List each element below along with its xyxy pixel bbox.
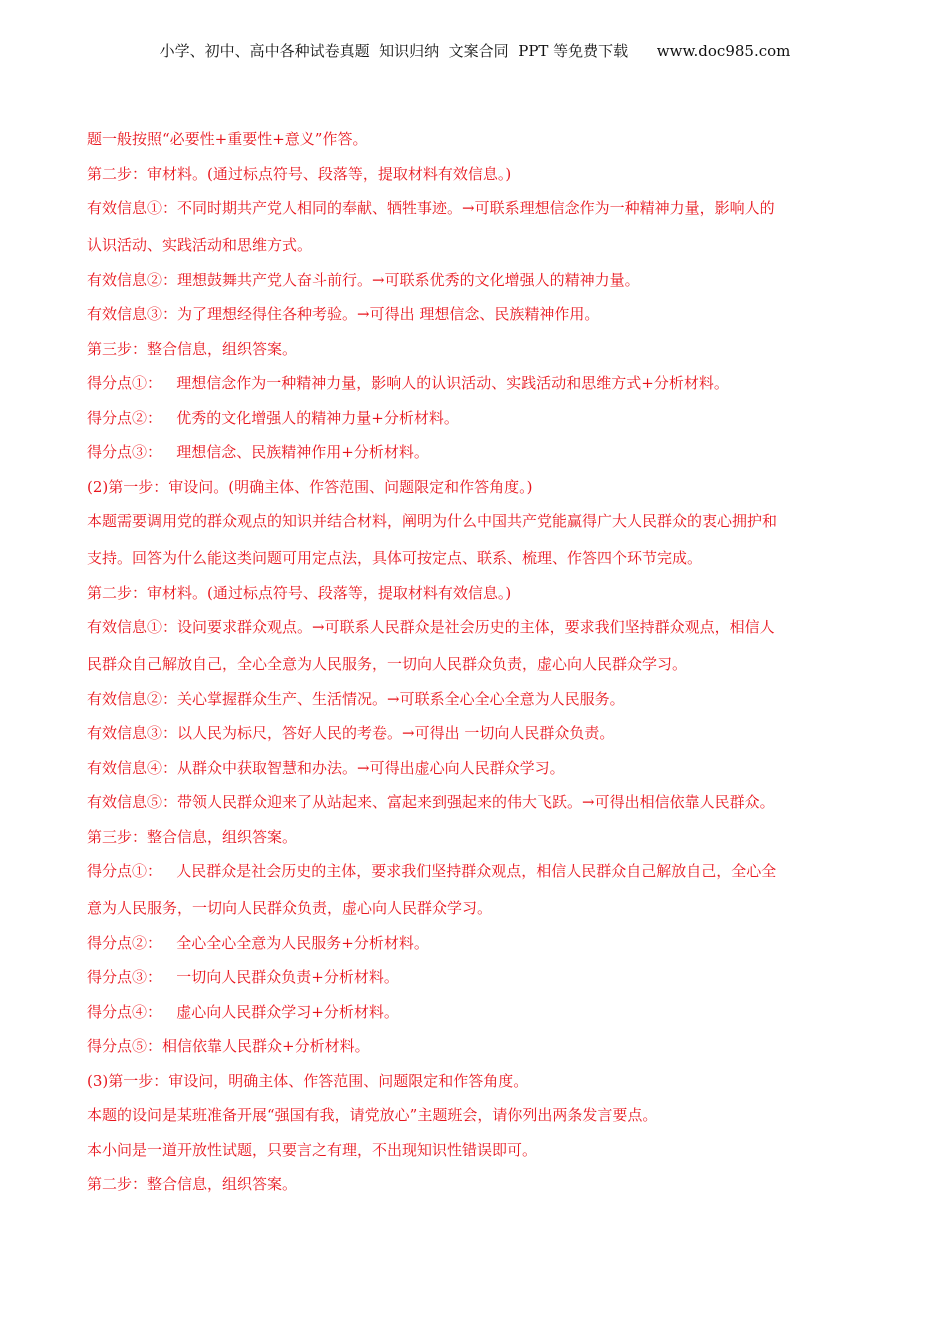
text-line: 得分点②： 全心全心全意为人民服务+分析材料。	[87, 933, 429, 952]
text-line: 得分点①： 理想信念作为一种精神力量，影响人的认识活动、实践活动和思维方式+分析材料。	[87, 374, 729, 392]
text-line: 有效信息②：理想鼓舞共产党人奋斗前行。→可联系优秀的文化增强人的精神力量。	[87, 270, 640, 289]
text-line: 得分点①： 人民群众是社会历史的主体，要求我们坚持群众观点，相信人民群众自己解放自己，全心全	[87, 862, 777, 880]
text-line: 有效信息③：以人民为标尺，答好人民的考卷。→可得出 一切向人民群众负责。	[87, 724, 615, 742]
page-header: 小学、初中、高中各种试卷真题 知识归纳 文案合同 PPT 等免费下载 www.doc985.com	[159, 42, 791, 60]
text-line: 题一般按照“必要性+重要性+意义”作答。	[87, 130, 368, 148]
text-line: 支持。回答为什么能这类问题可用定点法，具体可按定点、联系、梳理、作答四个环节完成。	[87, 549, 703, 567]
text-line: 第三步：整合信息，组织答案。	[87, 339, 298, 358]
text-line: 得分点⑤：相信依靠人民群众+分析材料。	[87, 1037, 370, 1055]
text-line: 有效信息⑤：带领人民群众迎来了从站起来、富起来到强起来的伟大飞跃。→可得出相信依靠人民群众。	[87, 793, 775, 811]
text-line: 有效信息③：为了理想经得住各种考验。→可得出 理想信念、民族精神作用。	[87, 305, 600, 323]
text-line: 有效信息②：关心掌握群众生产、生活情况。→可联系全心全心全意为人民服务。	[87, 689, 625, 708]
text-line: 得分点②： 优秀的文化增强人的精神力量+分析材料。	[87, 408, 459, 427]
text-line: 第二步：审材料。(通过标点符号、段落等，提取材料有效信息。)	[87, 164, 512, 183]
text-line: 本题需要调用党的群众观点的知识并结合材料，阐明为什么中国共产党能赢得广大人民群众的衷心拥护和	[87, 512, 778, 530]
text-line: 得分点③： 理想信念、民族精神作用+分析材料。	[87, 443, 429, 461]
text-line: 第三步：整合信息，组织答案。	[87, 827, 298, 846]
text-line: 有效信息④：从群众中获取智慧和办法。→可得出虚心向人民群众学习。	[87, 758, 565, 777]
text-line: 有效信息①：不同时期共产党人相同的奉献、牺牲事迹。→可联系理想信念作为一种精神力量，影响人的	[87, 199, 775, 217]
text-line: (2)第一步：审设问。(明确主体、作答范围、问题限定和作答角度。)	[87, 477, 533, 496]
document-body	[87, 126, 872, 1206]
text-line: 得分点③： 一切向人民群众负责+分析材料。	[87, 968, 399, 986]
text-line: 得分点④： 虚心向人民群众学习+分析材料。	[87, 1002, 399, 1021]
text-line: 本题的设问是某班准备开展“强国有我，请党放心”主题班会，请你列出两条发言要点。	[87, 1106, 658, 1124]
text-line: (3)第一步：审设问，明确主体、作答范围、问题限定和作答角度。	[87, 1071, 529, 1090]
text-line: 第二步：审材料。(通过标点符号、段落等，提取材料有效信息。)	[87, 583, 512, 602]
text-line: 第二步：整合信息，组织答案。	[87, 1175, 298, 1193]
text-line: 意为人民服务，一切向人民群众负责，虚心向人民群众学习。	[87, 899, 493, 917]
text-line: 有效信息①：设问要求群众观点。→可联系人民群众是社会历史的主体，要求我们坚持群众观点，相信人	[87, 618, 775, 636]
text-line: 民群众自己解放自己，全心全意为人民服务，一切向人民群众负责，虚心向人民群众学习。	[87, 655, 688, 673]
text-line: 认识活动、实践活动和思维方式。	[87, 236, 313, 254]
text-line: 本小问是一道开放性试题，只要言之有理，不出现知识性错误即可。	[87, 1140, 538, 1159]
